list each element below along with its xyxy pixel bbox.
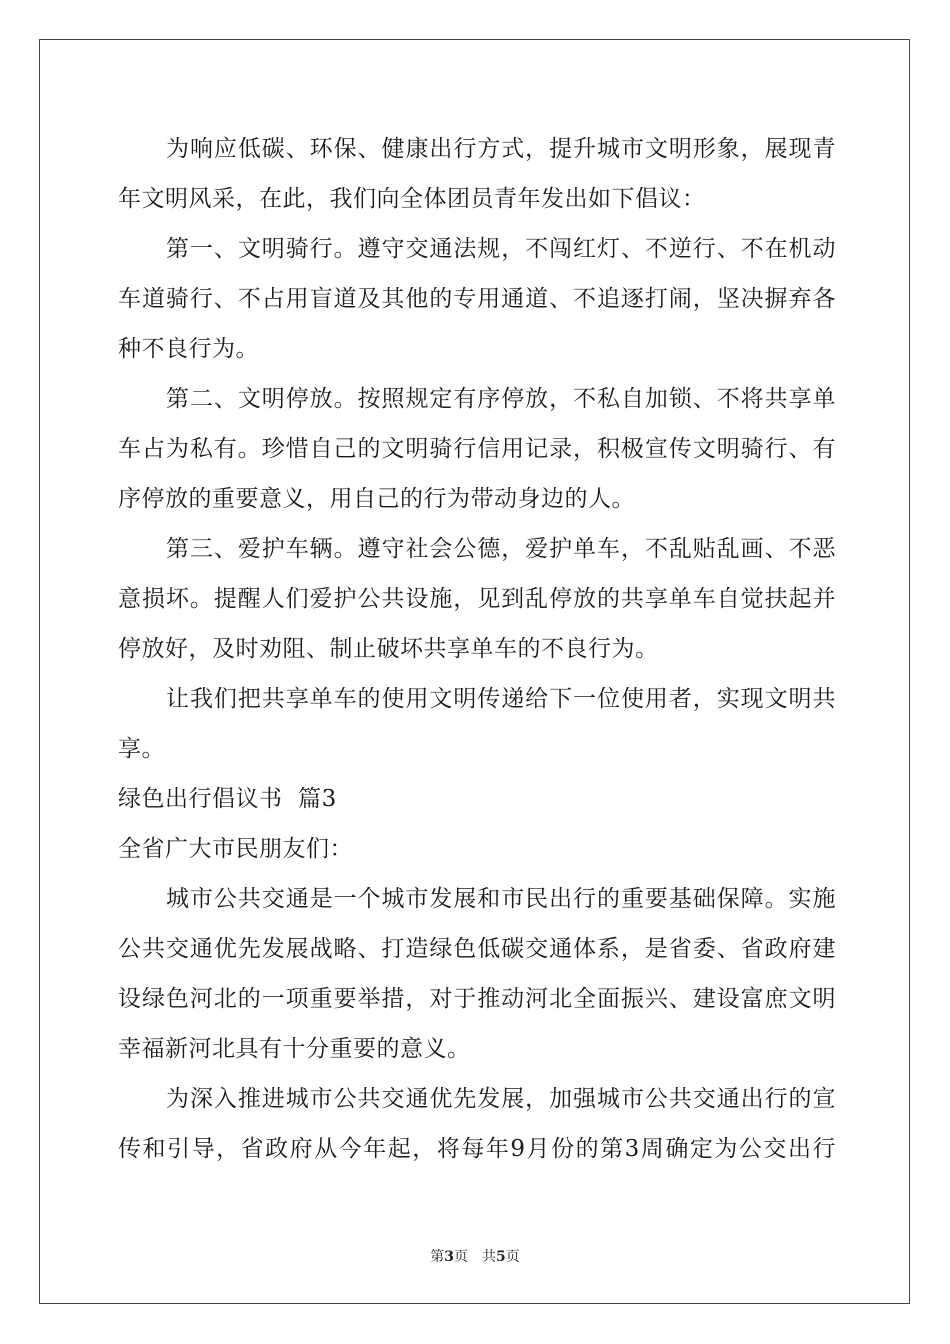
paragraph-line: 享。 bbox=[118, 736, 165, 762]
current-page-number: 3 bbox=[444, 1249, 454, 1265]
page-border bbox=[39, 39, 910, 1304]
total-prefix: 共 bbox=[482, 1249, 496, 1265]
paragraph-line: 车占为私有。珍惜自己的文明骑行信用记录，积极宣传文明骑行、有 bbox=[118, 436, 836, 462]
total-suffix: 页 bbox=[505, 1249, 520, 1265]
total-page-count: 5 bbox=[496, 1249, 506, 1265]
paragraph-line: 第三、爱护车辆。遵守社会公德，爱护单车，不乱贴乱画、不恶 bbox=[166, 536, 836, 562]
paragraph-line: 传和引导，省政府从今年起，将每年9月份的第3周确定为公交出行 bbox=[118, 1136, 836, 1162]
paragraph-line: 幸福新河北具有十分重要的意义。 bbox=[118, 1036, 471, 1062]
paragraph-line: 为响应低碳、环保、健康出行方式，提升城市文明形象，展现青 bbox=[166, 136, 836, 162]
paragraph-line: 第一、文明骑行。遵守交通法规，不闯红灯、不逆行、不在机动 bbox=[166, 236, 836, 262]
section-heading: 绿色出行倡议书 篇3 bbox=[118, 786, 337, 812]
paragraph-line: 意损坏。提醒人们爱护公共设施，见到乱停放的共享单车自觉扶起并 bbox=[118, 586, 836, 612]
paragraph-line: 第二、文明停放。按照规定有序停放，不私自加锁、不将共享单 bbox=[166, 386, 836, 412]
paragraph-line: 种不良行为。 bbox=[118, 336, 259, 362]
paragraph-line: 公共交通优先发展战略、打造绿色低碳交通体系，是省委、省政府建 bbox=[118, 936, 836, 962]
page-footer bbox=[0, 1248, 950, 1266]
page-prefix: 第 bbox=[430, 1249, 445, 1265]
paragraph-line: 序停放的重要意义，用自己的行为带动身边的人。 bbox=[118, 486, 635, 512]
paragraph-line: 车道骑行、不占用盲道及其他的专用通道、不追逐打闹，坚决摒弃各 bbox=[118, 286, 836, 312]
paragraph-line: 停放好，及时劝阻、制止破坏共享单车的不良行为。 bbox=[118, 636, 659, 662]
paragraph-line: 让我们把共享单车的使用文明传递给下一位使用者，实现文明共 bbox=[166, 686, 836, 712]
paragraph-line: 设绿色河北的一项重要举措，对于推动河北全面振兴、建设富庶文明 bbox=[118, 986, 836, 1012]
page-suffix: 页 bbox=[454, 1249, 468, 1265]
paragraph-line: 为深入推进城市公共交通优先发展，加强城市公共交通出行的宣 bbox=[166, 1086, 836, 1112]
salutation: 全省广大市民朋友们： bbox=[118, 836, 353, 862]
paragraph-line: 年文明风采，在此，我们向全体团员青年发出如下倡议： bbox=[118, 186, 706, 212]
paragraph-line: 城市公共交通是一个城市发展和市民出行的重要基础保障。实施 bbox=[166, 886, 836, 912]
